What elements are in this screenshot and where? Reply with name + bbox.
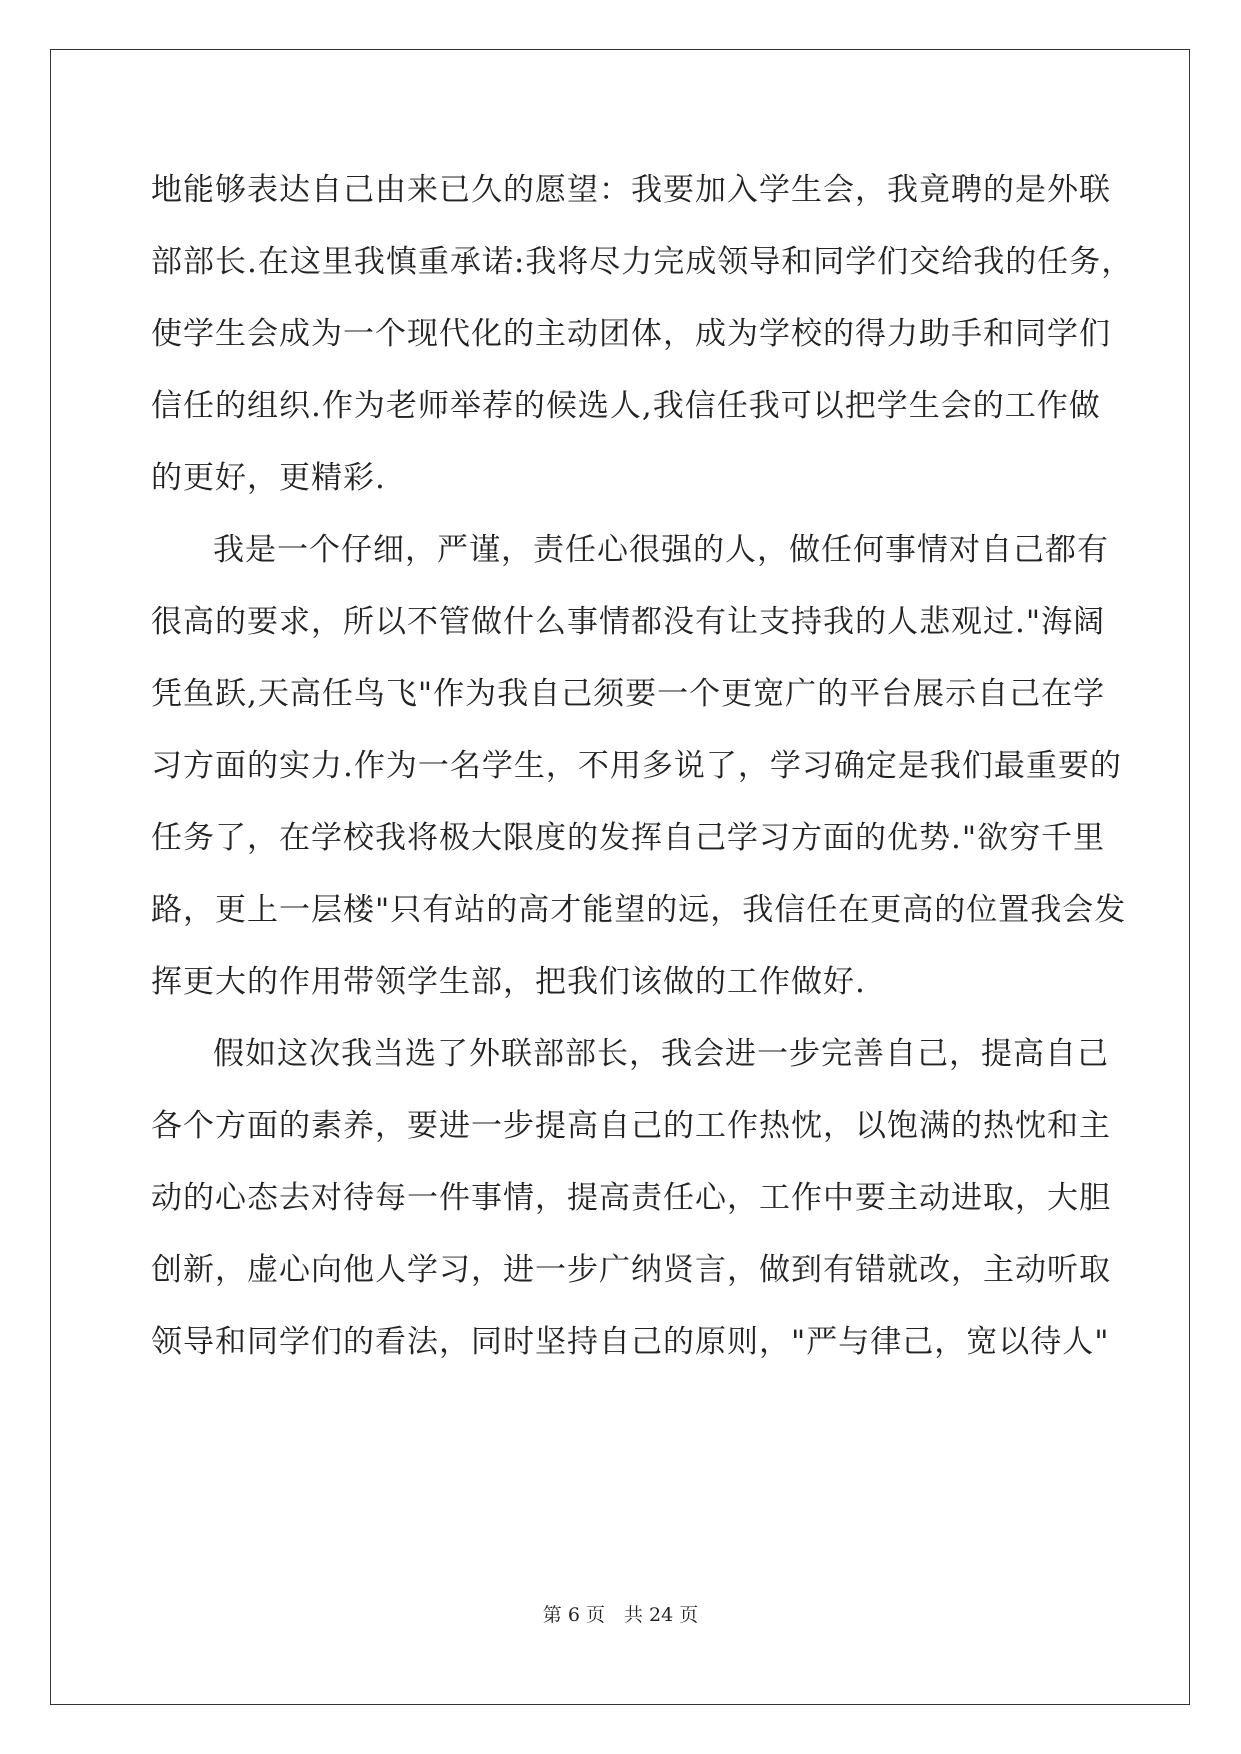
text-line: 信任的组织.作为老师举荐的候选人,我信任我可以把学生会的工作做: [151, 388, 1101, 424]
page-number-footer: 第 6 页 共 24 页: [542, 1604, 699, 1626]
text-line: 路，更上一层楼"只有站的高才能望的远，我信任在更高的位置我会发: [151, 892, 1127, 928]
paragraph-first-line: 我是一个仔细，严谨，责任心很强的人，做任何事情对自己都有: [213, 532, 1109, 568]
text-line: 任务了，在学校我将极大限度的发挥自己学习方面的优势."欲穷千里: [151, 820, 1106, 856]
text-line: 动的心态去对待每一件事情，提高责任心，工作中要主动进取，大胆: [151, 1180, 1111, 1216]
text-line: 各个方面的素养，要进一步提高自己的工作热忱，以饱满的热忱和主: [151, 1108, 1111, 1144]
text-line: 创新，虚心向他人学习，进一步广纳贤言，做到有错就改，主动听取: [151, 1252, 1111, 1288]
text-line: 的更好，更精彩.: [151, 460, 386, 496]
text-line: 使学生会成为一个现代化的主动团体，成为学校的得力助手和同学们: [151, 316, 1111, 352]
paragraph-first-line: 假如这次我当选了外联部部长，我会进一步完善自己，提高自己: [213, 1036, 1109, 1072]
text-line: 习方面的实力.作为一名学生，不用多说了，学习确定是我们最重要的: [151, 748, 1122, 784]
text-line: 很高的要求，所以不管做什么事情都没有让支持我的人悲观过."海阔: [151, 604, 1106, 640]
text-line: 凭鱼跃,天高任鸟飞"作为我自己须要一个更宽广的平台展示自己在学: [151, 676, 1106, 712]
text-line: 部部长.在这里我慎重承诺:我将尽力完成领导和同学们交给我的任务，: [151, 244, 1134, 280]
text-line: 领导和同学们的看法，同时坚持自己的原则，"严与律己，宽以待人": [151, 1324, 1110, 1360]
text-line: 地能够表达自己由来已久的愿望：我要加入学生会，我竟聘的是外联: [151, 172, 1111, 208]
text-line: 挥更大的作用带领学生部，把我们该做的工作做好.: [151, 964, 866, 1000]
page-frame: [50, 49, 1190, 1705]
